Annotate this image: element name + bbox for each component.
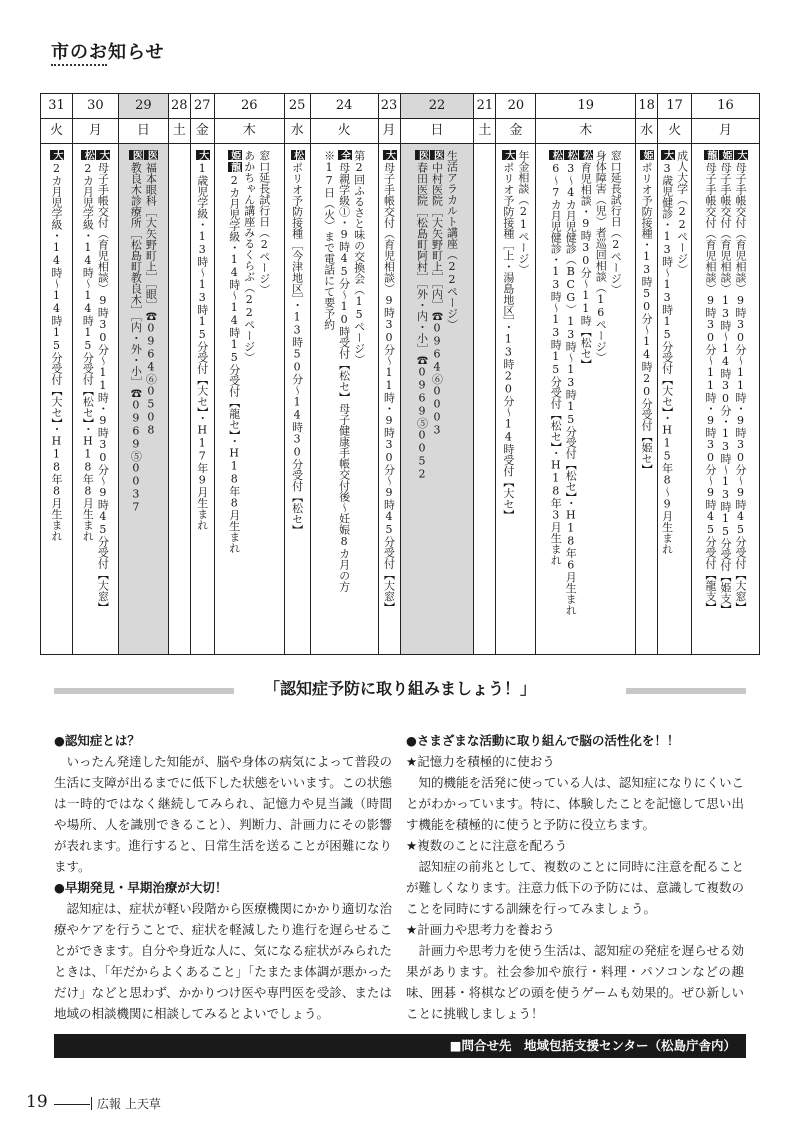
day-number: 25 <box>285 94 310 119</box>
calendar-entry: 医春田医院［松島町阿村］［外・内・小］☎0969⑤0052 <box>415 150 429 481</box>
calendar-day-28 <box>169 94 191 654</box>
footer-divider <box>91 1097 92 1110</box>
calendar-day-27 <box>191 94 215 654</box>
calendar-entry: 大母子手帳交付（育児相談）9時30分～11時・9時30分～9時45分受付【大窓】 <box>96 150 110 613</box>
day-weekday: 火 <box>658 119 691 144</box>
calendar-entry: 松ポリオ予防接種［今津地区］・13時50分～14時30分受付【松セ】 <box>290 150 304 536</box>
day-entries <box>215 144 284 654</box>
calendar-entry: 大1歳児学級・13時～13時15分受付【大セ】・H17年9月生まれ <box>195 150 209 531</box>
calendar-entry: 大母子手帳交付（育児相談）9時30分～11時・9時30分～9時45分受付【大窓】 <box>382 150 396 613</box>
section-heading: ●さまざまな活動に取り組んで脳の活性化を！！ <box>406 733 680 748</box>
calendar-entry: 姫ポリオ予防接種・13時50分～14時20分受付【姫セ】 <box>640 150 654 475</box>
calendar-entry: あかちゃん講座みるくらぶ（22ページ） <box>242 150 256 363</box>
calendar-day-17 <box>658 94 692 654</box>
page-number: 19 <box>26 1092 48 1112</box>
day-entries <box>474 144 495 654</box>
paragraph: 認知症は、症状が軽い段階から医療機関にかかり適切な治療やケアを行うことで、症状を軽減したり進行を遅らせることができます。自分や身近な人に、気になる症状がみられたときは、「年だからよくあること」「たまたま体調が悪かっただけ」などと思わず、かかりつけ医や専門医を受診、または地域の相談機関に相談してみるとよいでしょう。 <box>54 901 392 1021</box>
calendar-entry: 第2回ふるさと味の交換会（15ページ） <box>352 150 366 365</box>
calendar-entry: 成人大学（22ページ） <box>675 150 689 275</box>
day-entries <box>496 144 535 654</box>
calendar-day-19 <box>536 94 636 654</box>
paragraph: 計画力や思考力を使う生活は、認知症の発症を遅らせる効果があります。社会参加や旅行・料理・パソコンなどの趣味、囲碁・将棋などの頭を使うゲームも効果的。ぜひ新しいことに挑戦しましょう！ <box>406 943 744 1021</box>
day-number: 23 <box>379 94 400 119</box>
page-section-title: 市のお知らせ <box>51 42 165 63</box>
calendar-day-25 <box>285 94 311 654</box>
calendar-entry: 姫母子手帳交付（育児相談）13時～14時30分・13時～13時15分受付【姫支】 <box>719 150 733 615</box>
paragraph: 認知症の前兆として、複数のことに同時に注意を配ることが難しくなります。注意力低下の予防には、意識して複数のことを同時にする訓練を行ってみましょう。 <box>406 859 744 916</box>
day-entries <box>311 144 378 654</box>
calendar-entry: 大2カ月児学級・14時～14時15分受付【大セ】・H18年8月生まれ <box>49 150 63 542</box>
footer-rule <box>54 1104 90 1105</box>
calendar-day-21 <box>474 94 496 654</box>
calendar-entry: 姫龍2カ月児学級・14時～14時15分受付【龍セ】・H18年8月生まれ <box>227 150 241 554</box>
day-number: 29 <box>119 94 168 119</box>
paragraph: 知的機能を活発に使っている人は、認知症になりにくいことがわかっています。特に、体験したことを記憶して思い出す機能を積極的に使うと予防に役立ちます。 <box>406 775 744 832</box>
calendar-entry: 大3歳児健診・13時～13時15分受付【大セ】・H15年8～9月生まれ <box>660 150 674 555</box>
section-heading: ●早期発見・早期治療が大切！ <box>54 880 228 895</box>
calendar-entry: 龍母子手帳交付（育児相談）9時30分～11時・9時30分～9時45分受付【龍支】 <box>704 150 718 613</box>
calendar-day-22 <box>401 94 475 654</box>
calendar-entry: 松6～7カ月児健診・13時～13時15分受付【松セ】・H18年3月生まれ <box>549 150 563 566</box>
day-number: 24 <box>311 94 378 119</box>
calendar-entry: 松育児相談・9時30分～11時【松セ】 <box>579 150 593 370</box>
calendar-entry: 大ポリオ予防接種［上・湯島地区］・13時20分～14時受付【大セ】 <box>501 150 515 521</box>
day-entries <box>692 144 759 654</box>
day-weekday: 火 <box>311 119 378 144</box>
sub-heading: ★記憶力を積極的に使おう <box>406 754 555 769</box>
day-weekday: 金 <box>191 119 214 144</box>
article-right-column <box>406 730 744 1024</box>
day-weekday: 木 <box>536 119 635 144</box>
day-entries <box>636 144 657 654</box>
day-weekday: 木 <box>215 119 284 144</box>
day-weekday: 月 <box>73 119 118 144</box>
calendar-entry: 窓口延長試行日（2ページ） <box>609 150 623 295</box>
sub-heading: ★複数のことに注意を配ろう <box>406 838 568 853</box>
day-number: 22 <box>401 94 474 119</box>
calendar-entry: 大母子手帳交付（育児相談）9時30分～11時・9時30分～9時45分受付【大窓】 <box>734 150 748 613</box>
day-entries <box>285 144 310 654</box>
calendar-entry: 生活アラカルト講座（22ページ） <box>445 150 459 330</box>
day-number: 19 <box>536 94 635 119</box>
day-entries <box>379 144 400 654</box>
day-weekday: 水 <box>636 119 657 144</box>
paragraph: いったん発達した知能が、脳や身体の病気によって普段の生活に支障が出るまでに低下した状態をいいます。この状態は一時的ではなく継続してみられ、記憶力や見当識（時間や場所、人を識別できること）、判断力、計画力にその影響が表れます。進行すると、日常生活を送ることが困難になります。 <box>54 754 392 874</box>
calendar-day-18 <box>636 94 658 654</box>
event-calendar <box>40 93 760 655</box>
day-entries <box>536 144 635 654</box>
day-number: 30 <box>73 94 118 119</box>
calendar-day-20 <box>496 94 536 654</box>
calendar-day-23 <box>379 94 401 654</box>
day-entries <box>73 144 118 654</box>
day-number: 27 <box>191 94 214 119</box>
day-number: 18 <box>636 94 657 119</box>
day-number: 28 <box>169 94 190 119</box>
calendar-entry: 窓口延長試行日（2ページ） <box>257 150 271 295</box>
day-number: 20 <box>496 94 535 119</box>
day-weekday: 日 <box>119 119 168 144</box>
calendar-entry: 医福本眼科［大矢野町上］［眼］☎0964⑥0508 <box>144 150 158 437</box>
day-number: 21 <box>474 94 495 119</box>
day-entries <box>191 144 214 654</box>
article-title: 「認知症予防に取り組みましょう！」 <box>263 679 536 698</box>
day-entries <box>658 144 691 654</box>
calendar-entry: 身体障害（児）者巡回相談（16ページ） <box>594 150 608 363</box>
day-weekday: 土 <box>474 119 495 144</box>
calendar-day-26 <box>215 94 285 654</box>
day-number: 16 <box>692 94 759 119</box>
calendar-day-31 <box>41 94 73 654</box>
day-entries <box>119 144 168 654</box>
day-weekday: 水 <box>285 119 310 144</box>
calendar-entry: 松3～4カ月児健診（BCG）13時～13時15分受付【松セ】・H18年6月生まれ <box>564 150 578 616</box>
day-number: 26 <box>215 94 284 119</box>
day-entries <box>41 144 72 654</box>
calendar-entry: 医中村医院［大矢野町上］［内］☎0964⑥0003 <box>430 150 444 437</box>
calendar-entry: 年金相談（21ページ） <box>516 150 530 275</box>
calendar-entry: 松2カ月児学級・14時～14時15分受付【松セ】・H18年8月生まれ <box>81 150 95 542</box>
calendar-day-24 <box>311 94 379 654</box>
day-weekday: 金 <box>496 119 535 144</box>
day-entries <box>169 144 190 654</box>
article-left-column <box>54 730 392 1024</box>
day-weekday: 月 <box>379 119 400 144</box>
day-number: 17 <box>658 94 691 119</box>
day-entries <box>401 144 474 654</box>
day-weekday: 火 <box>41 119 72 144</box>
title-underline <box>51 64 107 66</box>
calendar-entry: ※17日（火）まで電話にて要予約 <box>322 150 336 330</box>
contact-bar: ■問合せ先 地域包括支援センター（松島庁舎内） <box>54 1034 746 1058</box>
day-weekday: 土 <box>169 119 190 144</box>
publication-name: 広報 上天草 <box>97 1097 161 1111</box>
section-heading: ●認知症とは？ <box>54 733 140 748</box>
sub-heading: ★計画力や思考力を養おう <box>406 922 555 937</box>
calendar-entry: 全母親学級①・9時45分～10時受付【松セ】母子健康手帳交付後～妊娠8カ月の方 <box>337 150 351 592</box>
calendar-day-29 <box>119 94 169 654</box>
day-weekday: 月 <box>692 119 759 144</box>
calendar-entry: 医教良木診療所［松島町教良木］［内・外・小］☎0969⑤0037 <box>129 150 143 514</box>
day-weekday: 日 <box>401 119 474 144</box>
calendar-day-30 <box>73 94 119 654</box>
day-number: 31 <box>41 94 72 119</box>
calendar-day-16 <box>692 94 760 654</box>
